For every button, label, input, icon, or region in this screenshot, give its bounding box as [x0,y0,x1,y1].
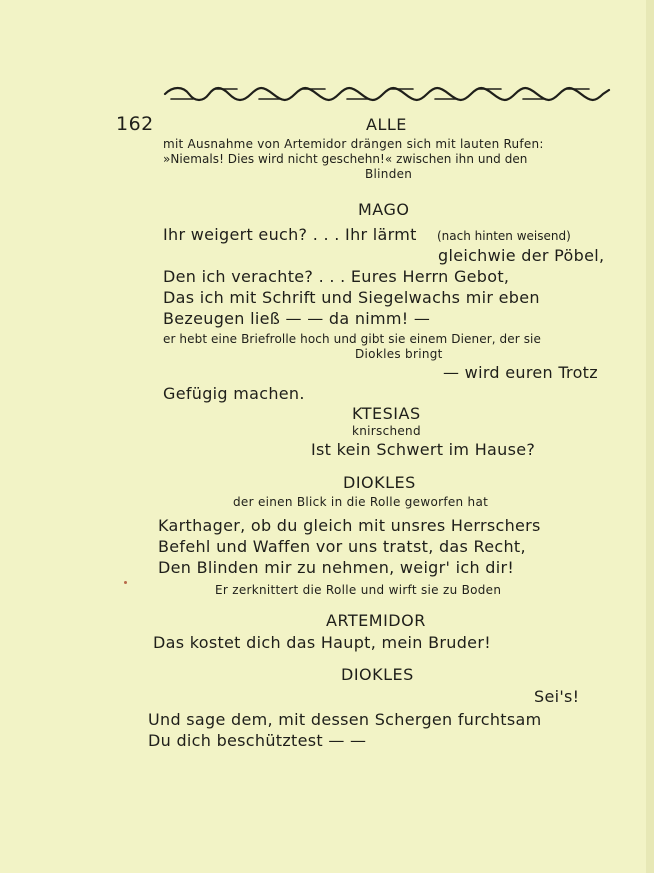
verse-line: Ist kein Schwert im Hause? [311,440,536,459]
verse-line: Das ich mit Schrift und Siegelwachs mir eben [163,288,540,307]
verse-line: Das kostet dich das Haupt, mein Bruder! [153,633,491,652]
page-number: 162 [116,113,154,135]
speaker-artemidor: ARTEMIDOR [326,611,426,630]
stage-direction: Diokles bringt [355,347,443,361]
page-edge [646,0,654,873]
verse-line: Befehl und Waffen vor uns tratst, das Recht, [158,537,526,556]
stage-direction: knirschend [352,424,421,438]
speaker-mago: MAGO [358,200,410,219]
verse-line: Du dich beschütztest — — [148,731,367,750]
stage-direction: (nach hinten weisend) [437,229,571,243]
ink-speck [124,581,127,584]
ornament-border [163,84,611,104]
verse-line: — wird euren Trotz [443,363,598,382]
stage-direction: Er zerknittert die Rolle und wirft sie zu Boden [215,583,502,597]
verse-line: Ihr weigert euch? . . . Ihr lärmt [163,225,417,244]
verse-line: Gefügig machen. [163,384,305,403]
verse-line: Den ich verachte? . . . Eures Herrn Gebot, [163,267,510,286]
verse-line: gleichwie der Pöbel, [438,246,605,265]
speaker-ktesias: KTESIAS [352,404,421,423]
verse-line: Bezeugen ließ — — da nimm! — [163,309,431,328]
stage-direction: »Niemals! Dies wird nicht geschehn!« zwischen ihn und den [163,152,528,166]
stage-direction: er hebt eine Briefrolle hoch und gibt sie einem Diener, der sie [163,332,541,346]
stage-direction: mit Ausnahme von Artemidor drängen sich mit lauten Rufen: [163,137,544,151]
verse-line: Karthager, ob du gleich mit unsres Herrschers [158,516,541,535]
speaker-diokles: DIOKLES [341,665,414,684]
verse-line: Sei's! [534,687,580,706]
verse-line: Den Blinden mir zu nehmen, weigr' ich dir! [158,558,515,577]
speaker-alle: ALLE [366,115,407,134]
stage-direction: Blinden [365,167,413,181]
stage-direction: der einen Blick in die Rolle geworfen hat [233,495,489,509]
verse-line: Und sage dem, mit dessen Schergen furchtsam [148,710,542,729]
speaker-diokles: DIOKLES [343,473,416,492]
